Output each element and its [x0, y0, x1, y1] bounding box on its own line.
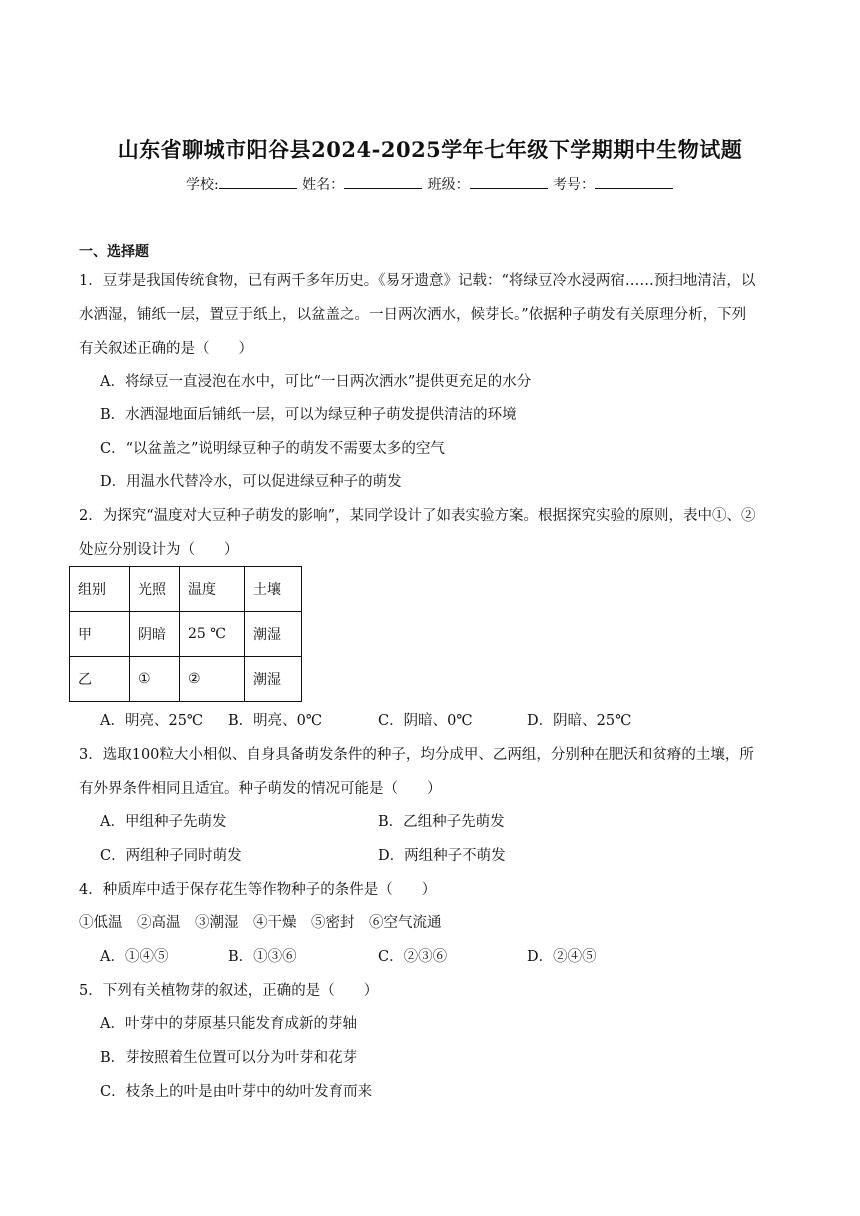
- question-1-option-b: B．水洒湿地面后铺纸一层，可以为绿豆种子萌发提供清洁的环境: [100, 407, 517, 423]
- question-1-line-1: 1．豆芽是我国传统食物，已有两千多年历史。《易牙遗意》记载：“将绿豆冷水浸两宿……预扫地清洁，以: [79, 273, 756, 289]
- exam-no-label: 考号：: [553, 177, 596, 193]
- table-cell: 25 ℃: [180, 612, 245, 657]
- table-cell: ①: [130, 657, 180, 702]
- table-header-cell: 组别: [70, 567, 130, 612]
- class-blank: [470, 174, 548, 189]
- exam-no-blank: [595, 174, 673, 189]
- table-header-row: [70, 567, 302, 612]
- question-3-option-b: B．乙组种子先萌发: [378, 814, 505, 830]
- table-row: [70, 657, 302, 702]
- name-blank: [344, 174, 422, 189]
- question-4-line-1: 4．种质库中适于保存花生等作物种子的条件是（ ）: [79, 882, 437, 898]
- question-5-line-1: 5．下列有关植物芽的叙述，正确的是（ ）: [79, 983, 379, 999]
- question-2-line-1: 2．为探究“温度对大豆种子萌发的影响”，某同学设计了如表实验方案。根据探究实验的原则，表中①、②: [79, 508, 756, 524]
- table-cell: ②: [180, 657, 245, 702]
- table-cell: 潮湿: [245, 657, 302, 702]
- table-cell: 乙: [70, 657, 130, 702]
- question-4-conditions: ①低温 ②高温 ③潮湿 ④干燥 ⑤密封 ⑥空气流通: [79, 915, 442, 931]
- question-1-option-c: C．“以盆盖之”说明绿豆种子的萌发不需要太多的空气: [100, 441, 445, 457]
- question-1-line-2: 水洒湿，铺纸一层，置豆于纸上，以盆盖之。一日两次洒水，候芽长。”依据种子萌发有关原理分析，下列: [79, 307, 747, 323]
- question-2-option-d: D．阴暗、25℃: [527, 713, 632, 729]
- school-blank: [219, 174, 297, 189]
- table-cell: 甲: [70, 612, 130, 657]
- question-5-option-b: B．芽按照着生位置可以分为叶芽和花芽: [100, 1050, 358, 1066]
- question-5-option-c: C．枝条上的叶是由叶芽中的幼叶发育而来: [100, 1084, 373, 1100]
- table-header-cell: 土壤: [245, 567, 302, 612]
- question-2-option-a: A．明亮、25℃: [100, 713, 204, 729]
- question-3-option-a: A．甲组种子先萌发: [100, 814, 227, 830]
- class-label: 班级：: [427, 177, 470, 193]
- question-5-option-a: A．叶芽中的芽原基只能发育成新的芽轴: [100, 1016, 357, 1032]
- question-2-option-c: C．阴暗、0℃: [378, 713, 473, 729]
- table-cell: 潮湿: [245, 612, 302, 657]
- school-label: 学校:: [185, 177, 219, 193]
- question-3-option-c: C．两组种子同时萌发: [100, 848, 242, 864]
- question-1-line-3: 有关叙述正确的是（ ）: [79, 341, 253, 357]
- question-4-option-a: A．①④⑤: [100, 949, 169, 965]
- question-1-option-a: A．将绿豆一直浸泡在水中，可比“一日两次洒水”提供更充足的水分: [100, 374, 532, 390]
- question-4-option-d: D．②④⑤: [527, 949, 597, 965]
- experiment-table: [69, 566, 302, 702]
- question-2-line-2: 处应分别设计为（ ）: [79, 542, 239, 558]
- table-row: [70, 612, 302, 657]
- question-4-option-b: B．①③⑥: [228, 949, 297, 965]
- question-4-option-c: C．②③⑥: [378, 949, 448, 965]
- table-header-cell: 温度: [180, 567, 245, 612]
- name-label: 姓名：: [302, 177, 345, 193]
- table-cell: 阴暗: [130, 612, 180, 657]
- question-1-option-d: D．用温水代替冷水，可以促进绿豆种子的萌发: [100, 474, 402, 490]
- question-3-option-d: D．两组种子不萌发: [378, 848, 506, 864]
- question-3-line-2: 有外界条件相同且适宜。种子萌发的情况可能是（ ）: [79, 781, 442, 797]
- question-2-option-b: B．明亮、0℃: [228, 713, 323, 729]
- section-heading: 一、选择题: [79, 244, 149, 260]
- table-header-cell: 光照: [130, 567, 180, 612]
- question-3-line-1: 3．选取100粒大小相似、自身具备萌发条件的种子，均分成甲、乙两组，分别种在肥沃和贫瘠的土壤，所: [79, 747, 754, 763]
- exam-title: 山东省聊城市阳谷县2024-2025学年七年级下学期期中生物试题: [117, 137, 743, 162]
- student-info-line: [0, 174, 860, 194]
